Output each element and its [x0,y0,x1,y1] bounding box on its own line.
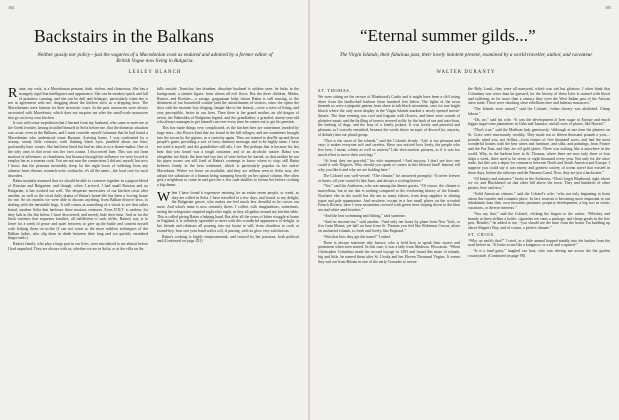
right-column-2 [468,87,610,412]
article-paragraph: It was with some trepidation that I learned from my husband, who came to meet me at the Greek frontier, having installed himself in Sofia before me, that the domestic situation was acute, even in the Balkans, and I must consider myself fortunate that he had found a Macedonian who understood some Russian. Arriving home, I was confronted by a stormy, sturdy little creature, with flashing black eyes, jumbled about our bare, profoundly bare, rooms. She had been hired but had no idea as to a dinner-maker. One of the only ones in that town was her own cousin. I discovered later. This was not from motives of adventure, or cleanliness, but because through her influence we were forced to employ her as a woman cook. You are not sure the connections I did not, myself, but now I know that the peasants invariably sleep for the night boots of suffering from any ailment: heart disease, stomach-ache, toothache, it's all the same—the local cure for such disorders. [8,121,148,178]
drop-cap: R [8,87,18,101]
page-number-left: 104 [8,5,14,10]
article-paragraph: Raïna instantly assumed that we should be able to converse together in a pigeon-blend of Russian and Bulgarian; and though, when I arrived, I had small Russian and no Bulgarian, it has worked out well. The desperate necessities of our kitchen crisis after another, as well as the vivid daily drama of Raïna's home-life has been a forcing house for me. So six months we were able to discuss anything, from Balkan divorce laws, to dealing with the inevitable bugs. It still comes as something of a shock to see that rather brutal, modern Sofia that harbours these noxious creatures. Even D.D.T. is useless; for they lurk in the flat below. I have discovered, and merely bide their time. And as for the brisk varieties that sequester families, all indifferent to such trifles, Raïna's way is to leave for a week of peace and quiet between, to give up the battle and content myself with locking them on us-the (I can not come to the more ruthless techniques of the Balkan ladies, who slip them in death between their long and too quickly varnished finger-nails.) [8,179,148,241]
article-paragraph: Raïna's cooking is highly temperamental, and swayed by her passions, both political and (Continued on page 251) [157,234,299,244]
article-paragraph: Raïna, my cook, is a Macedonian peasant, dark, violent, and clamorous. She has a strangely rigid line intelligence and appearance. She can be monkey-quick and full of primitive cunning, and she can be dull and lethargic, particularly when she is not in agreement with me, dragging about the kitchen slow as a dripping door. The Macedonians were famous for their terroristic ways. In the past, massacres were always associated with Macedonia, which does not surprise me after the small-scale massacres that go on in my own kitchen. [8,87,148,120]
left-byline: LESLEY BLANCH [128,70,182,75]
drop-cap: W [157,189,171,205]
right-headline: “Eternal summer gilds...” [360,26,536,45]
article-paragraph: “Is it a land gator,” laughed our host, who was driving me across the flat garden countryside. (Continued on page 98) [468,249,610,258]
article-paragraph: “At least they are graceful,” his wife murmured. “And anyway, I don't see how one could it with Negroes. Why should you speak of curses in this blessed land? Instead, tell why you like it and why we are holding here.” [318,158,460,172]
article-paragraph: “That's true,” said the Madison lady generously, “although at one time the planters on St. Croix were enormously wealthy. They made ten or fifteen thousand pounds a year—pounds, mind you, not dollars—from estates of five thousand acres, and had the most wonderful houses with the best wines and furniture, and silks, and paintings, from France and the Far East, and they ate off gold plates. There was nothing like it anywhere in the world. Why, in the harbour here in St. Thomas, where there are now only three or four ships a week, there used to be seven or eight thousand every year. Not only for the slave trade, but this was a depot for commerce between North and South America and Europe. I suppose you could say it was ninety and greatest society of ocean travel that existed in those days, before the railways and the Panama Canal. Now, they are just a backwater.” [468,128,610,175]
article-paragraph: the Holy Land—they were all martyred, which was sad but glorious. I often think that Columbus was wiser than he guessed, for the history of these Isles is stained with blood and suffering, as for more than a century they were the West Indian past of the African slave trade. There were shocking slave rebellions here and hideous massacres.” [468,87,610,106]
section-heading-st-croix: ST. CROIX. [468,231,496,237]
article-paragraph: There is always someone who knows; who is bold how to speak their stories and prominent when seen started. In this case, it was a lady from Madison, Wisconsin. “When Christopher Columbus made his second voyage in 1493 and found this maze of islands, big and little, he named them after St. Ursula and her Eleven Thousand Virgins. It seems they sail out from Britain in one of the early Crusades to rescue [318,240,460,264]
article-paragraph: “Oh, no,” said his wife. “It was the development of beet sugar in Europe and much bigger sugar-cane plantations in Cuba and Jamaica, and all sorts of places, like Hawaii.” [468,117,610,127]
right-kicker: The Virgin Islands, their fabulous past, their lovely indolent present, examined by a world traveller, author, and raconteur [339,52,593,58]
article-paragraph: When I have found it expensive entering for an entire seven people, or week, as they are called in Sofia. I have travelled to a few days, and found, to my delight, the Bulgarian grocer, who makes me feel much less dreadful as he carves our meat. And what's mine is now certainly theirs. I collect with imaginations, sometimes, seeing the refrigerator emptied night after night, as they all gather around my kitchen table. This is called giving Raïna a helping hand. But after all the years of bitter struggle at home in England, it is infinitely agreeable to meet with this wonderful appearance of delight, at her friends and relations all pouring into my house at will, from chauffeur to cook or errand-boy, how one your hand with a roll, if passing, with its glow very satisfaction. [157,189,299,233]
article-paragraph: “Solid American citizens,” said the Colonel's wife, “who not only beginning to learn about this transfer and romantic place. In fact, tourism is becoming more important to our inhabitants than their own favourite pastimes: property-development, a big sort in exotic vacations, or diverse interests.” [468,191,610,210]
right-column-1 [318,87,460,412]
article-paragraph: We were sitting on the terrace of Bluebeard's Castle and it might have been a cliff rising sheer from the landlocked harbour three hundred feet below. The lights of the town beneath us were a pinpoint pattern from shore to ink-black mountains, save for one bright blotch where the only neon display in the Virgin Islands marked a newly opened movie-theatre. The June evening was cool and fragrant with flowers, and there were sounds of plaintive music and the thrilling of insects strewed softly by the hush of sea and auto-horn, the barking of dogs, and the bray of a lonely jackass. It was lovely and peaceful and pleasant, as I scarcely remarked, because the words throw an aspic of discord (or, anyway, of debate) into our placid group. [318,94,460,137]
article-paragraph: “Yes,” said the Authoress, who was among the dinner guests. “Of course, the climate is marvellous, but to me that is nothing compared to the everlasting history of the Islands. Nowhere else in the world has the sea so many echoes, from deep sapphire to shining topaz and pale aquamarine. And nowhere, except in a few small places on the crowded French Riviera, have I seen mountains covered with green trees sloping down to the blue sea and white sand beaches.” [318,184,460,212]
article-paragraph: “Was that how they got the name?” I asked. [323,234,392,239]
article-paragraph: “Of beauty and romance,” broke in the Authoress. “Don't forget Bluebeard, right where we sit, and Blackbeard on that other hill above the town. They and hundreds of other pirates, here and now.” [468,176,610,190]
article-paragraph: “And no income-tax,” said another. “And only ten hours by plane from New York, or five from Miami, yet half an hour from St. Thomas you feel like Robinson Crusoe, alone on uncharted islands, so fresh and lovely, like England.” [318,219,460,233]
article-paragraph: Raïna's family, who play a large part in our lives, were introduced to me almost before I had unpacked. They are always with us, whether we are in Sofia, or at the villa on the [8,242,148,251]
section-heading-st-thomas: ST. THOMAS. [318,88,352,93]
article-paragraph: “And the best swimming and fishing,” said someone. [323,213,406,218]
page-number-right: 105 [605,5,611,10]
left-kicker: Neither gossip nor policy—just the vagaries of a Macedonian cook as endured and admired by a former editor of British Vogue now living in Bulgaria. [37,52,273,65]
article-paragraph: The Colonel was well-versed. “The climate,” he answered promptly. “It never freezes or burns; all year round it's like June, and always a cooling breeze.” [318,173,460,183]
continued-note: (Continued on page 251) [163,239,203,244]
left-column-2 [157,87,299,412]
article-paragraph: hills outside. Tomislav, her drunken, dissolute husband is seldom seen: he lurks in the background, a sinister figure, from whom all evil flows. But the three children, Minka, Rusiva, and Borislav—a savage, gargantuan baby whom Raïna is still nursing, to the detriment of our household routine (and the astonishment of visitors, since she opens the door with the monster boy clinging, limpet-like to her breast)—were a wave of living, and very perceptible, factor in our lives. Then there is her grand mother, an old dragon of seven, the Babushka of Bulgarian legend, and the grandfather, a grizzled, ninety-year-old who always manages to get himself run over every time he comes out to get his pension. [157,87,299,125]
article-paragraph: This has made things very complicated, as the kitchen here are sometimes invaded by large tears—the Brown kind that are found in the hill villages, and are sometimes brought into the towns by the gipsies, as a curiosity again. They are trained to shuffle up and down people's gates, providing a sort of furry chimney massage, and to be highly tame. I have not tried it myself, and the grandfather still ails, I see. But perhaps that is because his last bear that was found was a tough customer, and of an alcoholic nature. Raïna was altogether too brisk; the bear had two tins of wine before he started, so that neither he nor his pipes owner can still fond of Raïna's contempt to know where to stop; still Raïna believes firmly in the bear treatment, which is particularly popular in her native Macedonia. Where we leave on available, and they are seldom seen in Sofia now, she adopts the substitute of a human being stamping heavily on her spinal column. She often gets a neighbour to come in and give her a few rude shuffles to loosen her before cooking a big dinner. [157,126,299,187]
left-headline: Backstairs in the Balkans [34,26,214,46]
article-paragraph: “That is the curse of the islands,” said the Colonel, firmly. “Life is too pleasant and easy; it makes everyone soft and careless. Have you noticed how lively, the people who live here, I mean, whites as well as natives? Like slow-motion pictures, as if it was too much effort to move their own legs.” [318,138,460,157]
article-paragraph: “You say that,” said the Colonel, clicking his fingers to the waiter. “Whiskey and brandy at three dollars a bottle, cigarettes ten cents a package, and cheap goods in the free port. Besides,” he added to me, “you should see the time from the house I'm building up above Magen's Bay, and of course, a perfect climate.” [468,211,610,230]
left-page [0,0,309,420]
right-page [310,0,619,420]
article-paragraph: “The Islands were ruined,” said the Colonel, “when slavery was abolished. Cheap labour.” [468,107,610,116]
left-column-1 [8,87,148,412]
article-paragraph: “Why on earth's that?” I cried, as a little animal hopped nimbly into the bushes from the road before us. “It looks to me like a kangaroo, or a rat and a squirrel.” [468,238,610,248]
right-byline: WALTER DURANTY [436,70,496,75]
